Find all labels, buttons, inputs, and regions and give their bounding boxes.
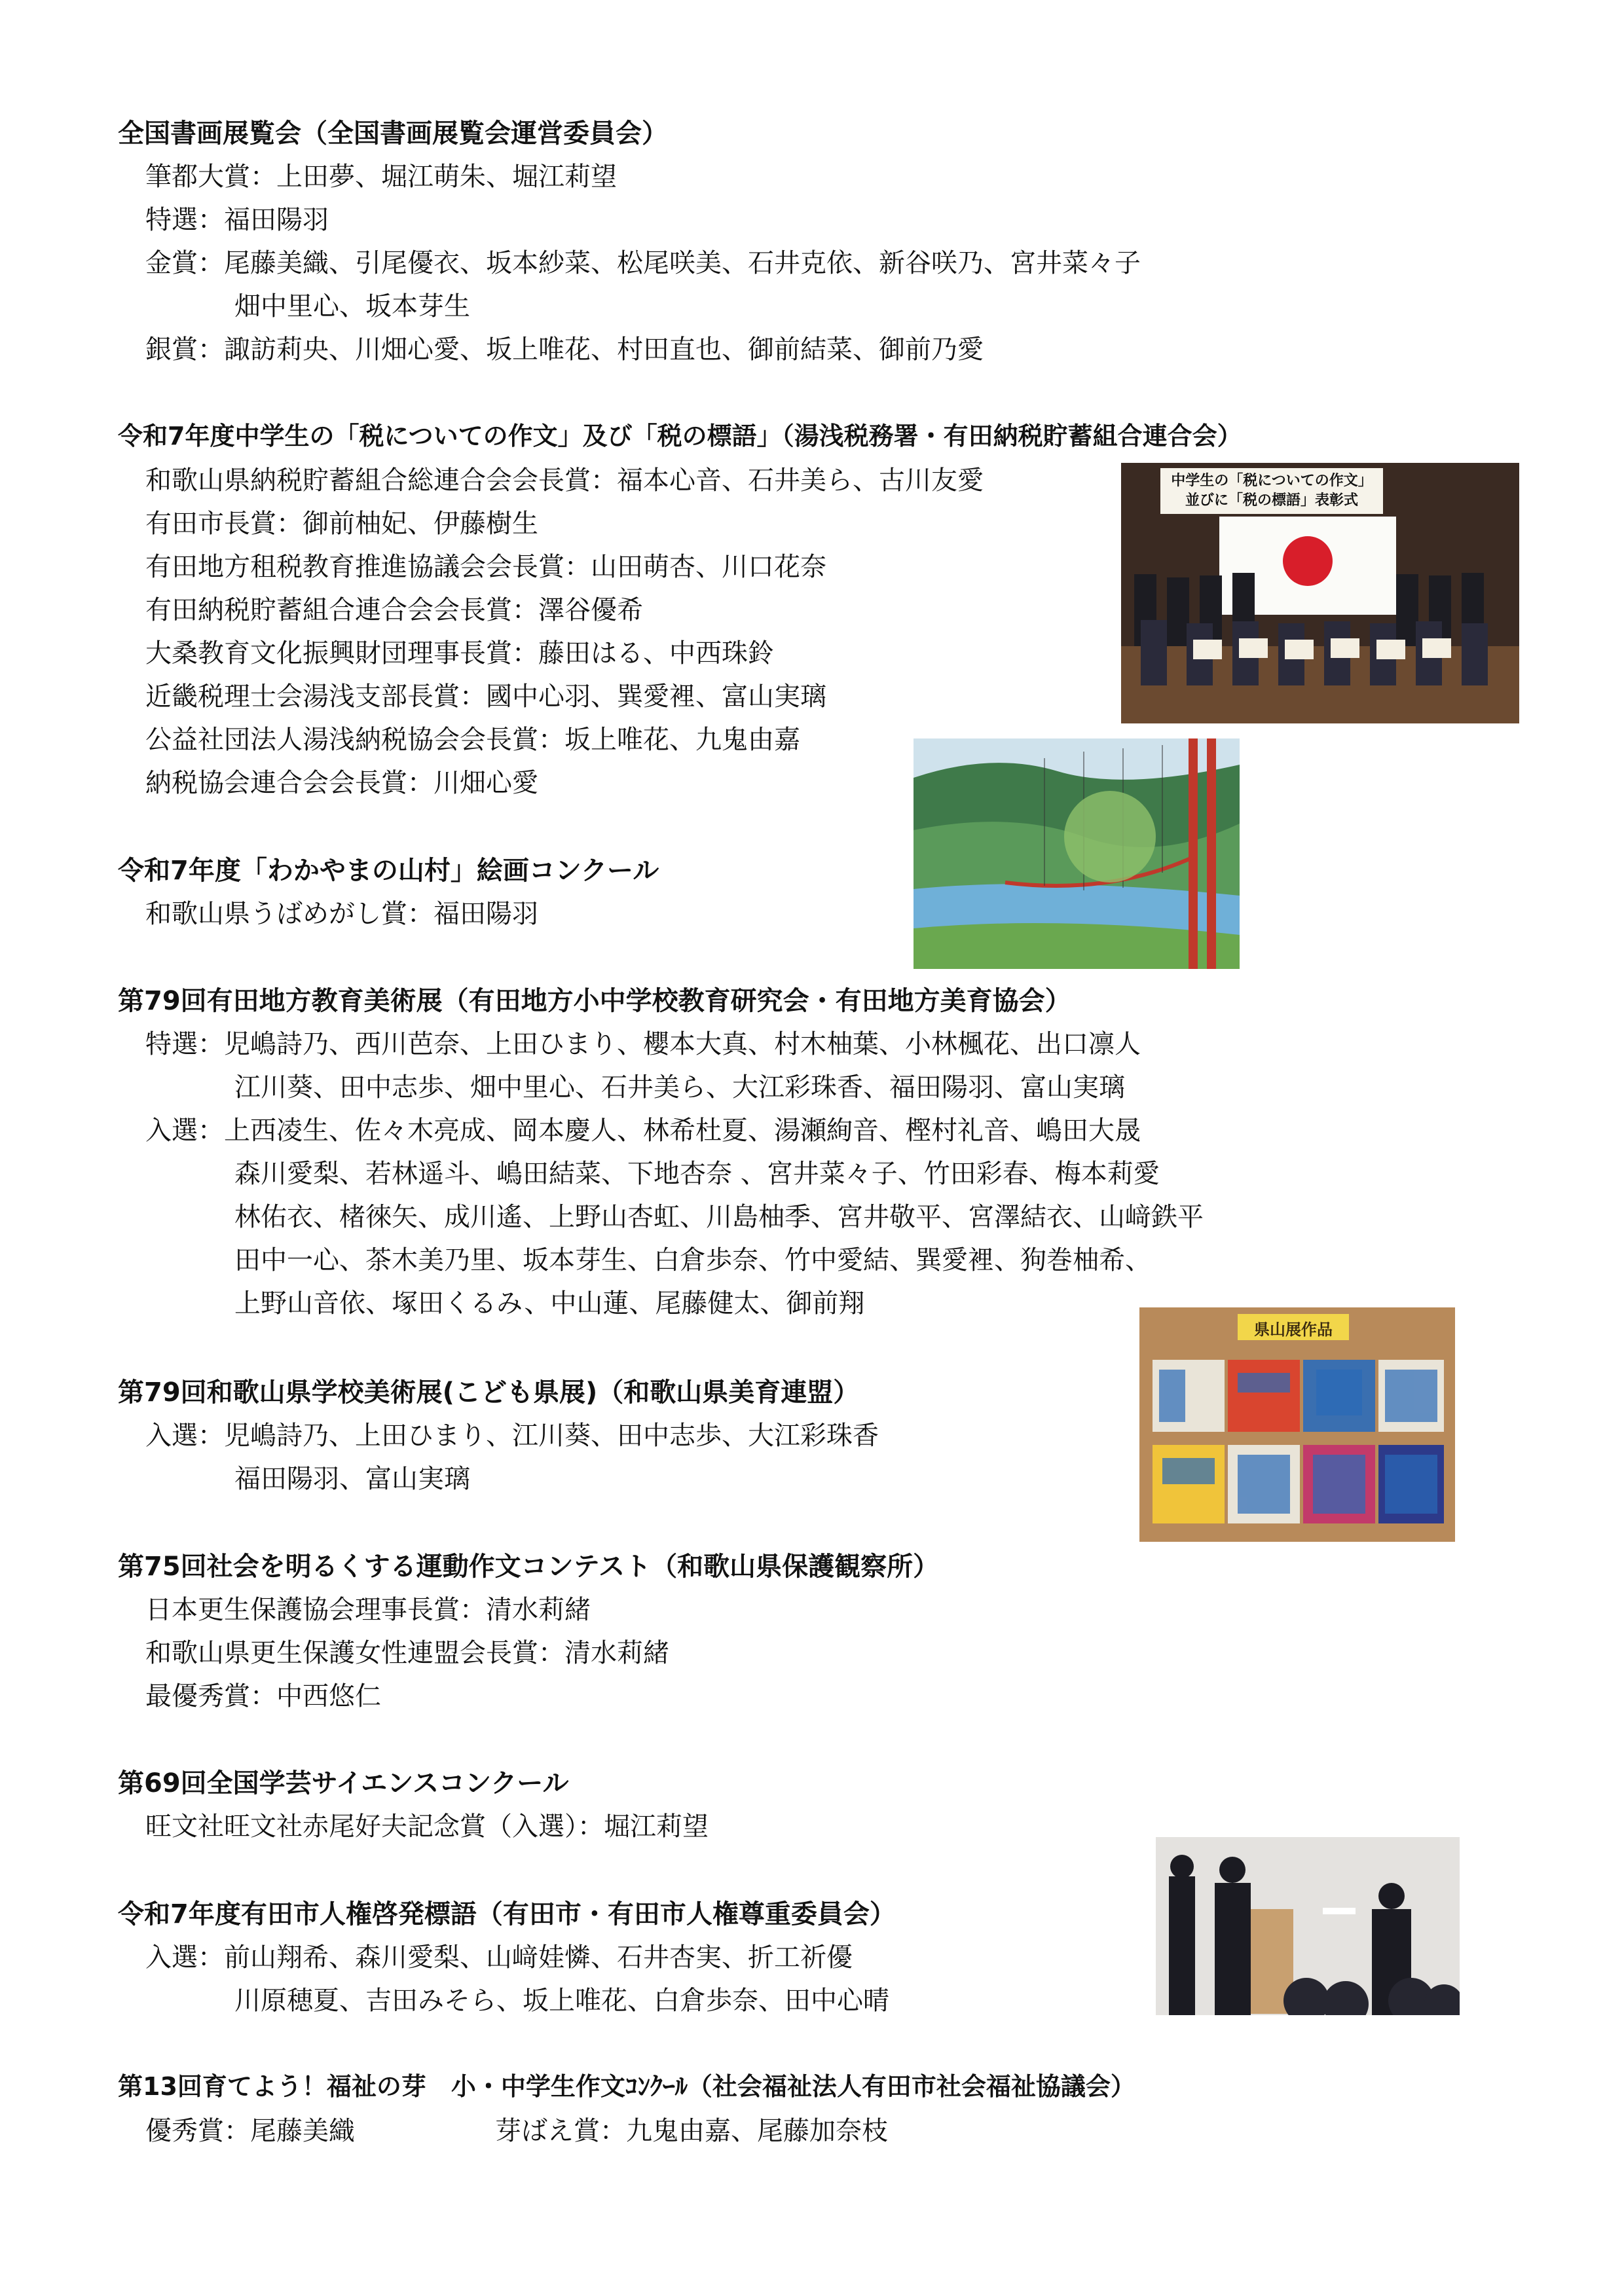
award-line-continued: 上野山音依、塚田くるみ、中山蓮、尾藤健太、御前翔 — [234, 1288, 865, 1319]
award-line: 有田市長賞：御前柚妃、伊藤樹生 — [145, 509, 538, 539]
award-line-continued: 川原穂夏、吉田みそら、坂上唯花、白倉歩奈、田中心晴 — [234, 1986, 889, 2016]
award-line: 日本更生保護協会理事長賞：清水莉緒 — [145, 1595, 591, 1625]
award-handover-photo — [1156, 1837, 1460, 2015]
section-heading-bright-society: 第75回社会を明るくする運動作文コンテスト（和歌山県保護観察所） — [118, 1552, 940, 1582]
award-line: 入選：児嶋詩乃、上田ひまり、江川葵、田中志歩、大江彩珠香 — [145, 1421, 879, 1451]
section-heading-welfare-essay: 第13回育てよう！福祉の芽 小・中学生作文ｺﾝｸｰﾙ（社会福祉法人有田市社会福祉協議会） — [118, 2072, 1135, 2101]
award-line: 特選：児嶋詩乃、西川芭奈、上田ひまり、櫻本大真、村木柚葉、小林楓花、出口凛人 — [145, 1029, 1141, 1059]
award-line: 最優秀賞：中西悠仁 — [145, 1681, 381, 1711]
award-line: 入選：上西凌生、佐々木亮成、岡本慶人、林希杜夏、湯瀬絢音、樫村礼音、嶋田大晟 — [145, 1116, 1141, 1146]
award-line: 有田地方租税教育推進協議会会長賞：山田萌杏、川口花奈 — [145, 552, 826, 582]
exhibit-photo — [1139, 1307, 1455, 1542]
section-heading-tax-essay: 令和7年度中学生の「税についての作文」及び「税の標語」（湯浅税務署・有田納税貯蓄組合連合会） — [118, 422, 1242, 450]
award-line: 和歌山県更生保護女性連盟会長賞：清水莉緒 — [145, 1638, 669, 1668]
section-heading-calligraphy: 全国書画展覧会（全国書画展覧会運営委員会） — [118, 118, 668, 149]
award-line-continued: 福田陽羽、富山実璃 — [234, 1464, 470, 1494]
painting-photo — [913, 738, 1240, 969]
award-line: 特選：福田陽羽 — [145, 205, 329, 235]
award-line: 近畿税理士会湯浅支部長賞：國中心羽、巽愛裡、富山実璃 — [145, 682, 826, 712]
award-line: 筆都大賞：上田夢、堀江萌朱、堀江莉望 — [145, 162, 617, 192]
ceremony-banner-line2: 並びに「税の標語」表彰式 — [1185, 492, 1358, 509]
award-line: 納税協会連合会会長賞：川畑心愛 — [145, 768, 538, 798]
award-line: 和歌山県うばめがし賞：福田陽羽 — [145, 899, 538, 929]
award-line: 銀賞：諏訪莉央、川畑心愛、坂上唯花、村田直也、御前結菜、御前乃愛 — [145, 335, 984, 365]
award-line-continued: 江川葵、田中志歩、畑中里心、石井美ら、大江彩珠香、福田陽羽、富山実璃 — [234, 1072, 1125, 1102]
section-heading-mountain-village: 令和7年度「わかやまの山村」絵画コンクール — [118, 856, 659, 886]
award-line: 大桑教育文化振興財団理事長賞：藤田はる、中西珠鈴 — [145, 638, 774, 668]
award-line: 有田納税貯蓄組合連合会会長賞：澤谷優希 — [145, 595, 643, 625]
award-line-continued: 畑中里心、坂本芽生 — [234, 291, 470, 321]
award-line-continued: 林佑衣、楮徠矢、成川遙、上野山杏虹、川島柚季、宮井敬平、宮澤結衣、山﨑鉄平 — [234, 1202, 1204, 1232]
section-heading-arida-art: 第79回有田地方教育美術展（有田地方小中学校教育研究会・有田地方美育協会） — [118, 986, 1071, 1016]
section-heading-school-art: 第79回和歌山県学校美術展(こども県展)（和歌山県美育連盟） — [118, 1377, 860, 1408]
award-line-continued: 田中一心、茶木美乃里、坂本芽生、白倉歩奈、竹中愛結、巽愛裡、狗巻柚希、 — [234, 1245, 1151, 1275]
section-heading-human-rights: 令和7年度有田市人権啓発標語（有田市・有田市人権尊重委員会） — [118, 1899, 896, 1929]
exhibit-sign: 県山展作品 — [1254, 1321, 1333, 1339]
award-line: 金賞：尾藤美織、引尾優衣、坂本紗菜、松尾咲美、石井克依、新谷咲乃、宮井菜々子 — [145, 248, 1141, 278]
award-line: 入選：前山翔希、森川愛梨、山﨑娃憐、石井杏実、折工祈優 — [145, 1942, 853, 1973]
award-line-continued: 森川愛梨、若林遥斗、嶋田結菜、下地杏奈 、宮井菜々子、竹田彩春、梅本莉愛 — [234, 1159, 1160, 1189]
award-line: 旺文社旺文社赤尾好夫記念賞（入選）：堀江莉望 — [145, 1812, 709, 1842]
award-line: 優秀賞：尾藤美織 — [145, 2116, 355, 2146]
ceremony-photo — [1121, 463, 1519, 723]
award-line: 和歌山県納税貯蓄組合総連合会会長賞：福本心音、石井美ら、古川友愛 — [145, 465, 984, 496]
section-heading-science-contest: 第69回全国学芸サイエンスコンクール — [118, 1768, 569, 1798]
award-line: 芽ばえ賞：九鬼由嘉、尾藤加奈枝 — [495, 2116, 888, 2146]
ceremony-banner-line1: 中学生の「税についての作文」 — [1171, 473, 1373, 489]
award-line: 公益社団法人湯浅納税協会会長賞：坂上唯花、九鬼由嘉 — [145, 725, 800, 755]
